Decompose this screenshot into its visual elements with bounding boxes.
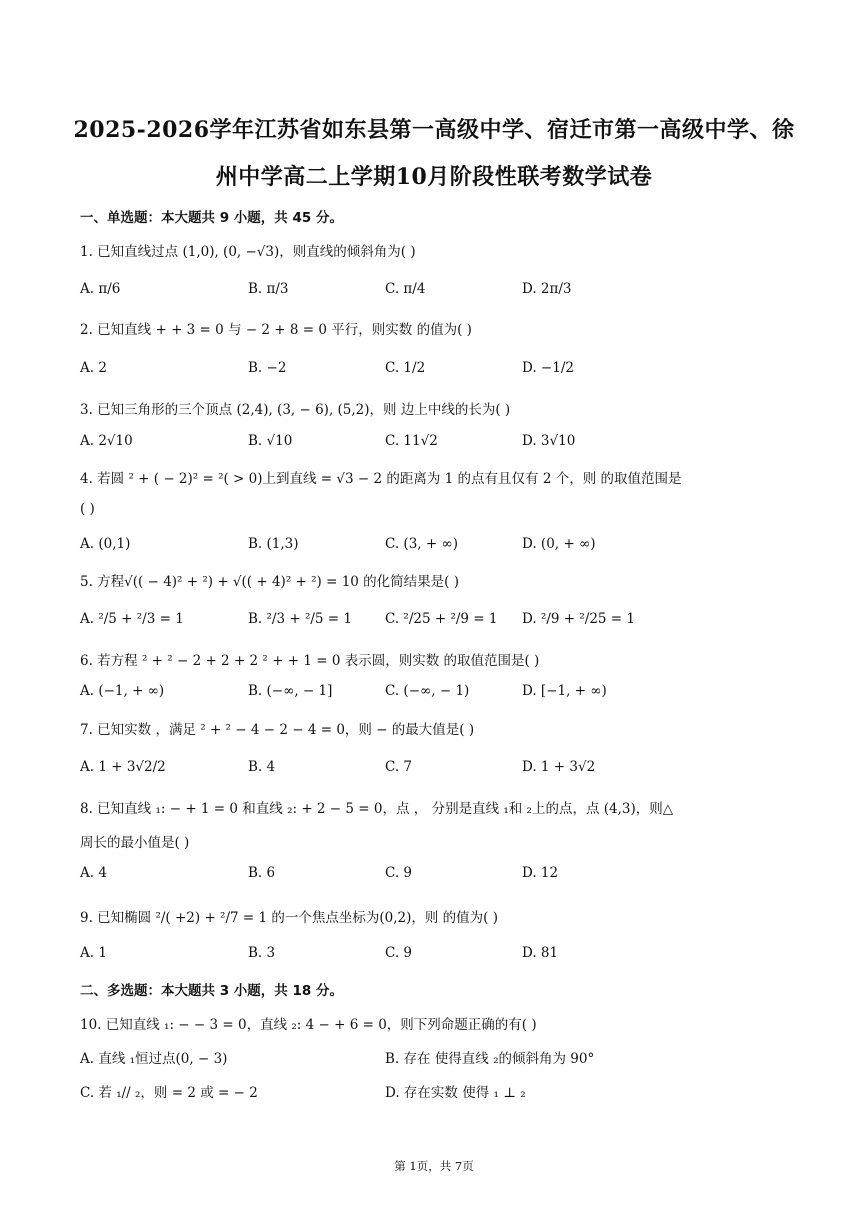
page-footer: 第 1页，共 7页 (394, 1159, 474, 1173)
q4-option-b: B. (1,3) (248, 536, 299, 552)
q5-option-c: C. ²/25 + ²/9 = 1 (385, 611, 498, 627)
section-heading-multiple-choice: 二、多选题：本大题共 3 小题，共 18 分。 (80, 983, 343, 999)
question-3: 3. 已知三角形的三个顶点 (2,4), (3, − 6), (5,2)，则 边上中线的长为( ) (80, 402, 511, 418)
q9-option-d: D. 81 (522, 945, 559, 961)
q5-option-d: D. ²/9 + ²/25 = 1 (522, 611, 635, 627)
question-10: 10. 已知直线 ₁: − − 3 = 0，直线 ₂: 4 − + 6 = 0，则下列命题正确的有( ) (80, 1017, 537, 1033)
q9-option-b: B. 3 (248, 945, 276, 961)
question-8: 8. 已知直线 ₁: − + 1 = 0 和直线 ₂: + 2 − 5 = 0，点 ， 分别是直线 ₁和 ₂上的点，点 (4,3)，则△ (80, 801, 674, 817)
q10-option-c: C. 若 ₁// ₂，则 = 2 或 = − 2 (80, 1085, 258, 1101)
q8-option-b: B. 6 (248, 865, 276, 881)
q3-option-d: D. 3√10 (522, 433, 576, 449)
q6-option-d: D. [−1, + ∞) (522, 683, 607, 699)
q7-option-c: C. 7 (385, 759, 413, 775)
q4-option-d: D. (0, + ∞) (522, 536, 596, 552)
q6-option-a: A. (−1, + ∞) (80, 683, 165, 699)
q7-option-b: B. 4 (248, 759, 276, 775)
q2-option-a: A. 2 (80, 360, 107, 376)
q2-option-b: B. −2 (248, 360, 287, 376)
q3-option-a: A. 2√10 (80, 433, 133, 449)
q7-option-a: A. 1 + 3√2/2 (80, 759, 166, 775)
q1-option-b: B. π/3 (248, 281, 289, 297)
question-8-continuation: 周长的最小值是( ) (80, 835, 190, 851)
q9-option-a: A. 1 (80, 945, 107, 961)
q7-option-d: D. 1 + 3√2 (522, 759, 596, 775)
q1-option-c: C. π/4 (385, 281, 426, 297)
question-1: 1. 已知直线过点 (1,0), (0, −√3)，则直线的倾斜角为( ) (80, 244, 416, 260)
question-4-continuation: ( ) (80, 501, 95, 517)
question-9: 9. 已知椭圆 ²/( +2) + ²/7 = 1 的一个焦点坐标为(0,2)，则 的值为( ) (80, 910, 498, 926)
question-2: 2. 已知直线 + + 3 = 0 与 − 2 + 8 = 0 平行，则实数 的值为( ) (80, 322, 472, 338)
question-5: 5. 方程√(( − 4)² + ²) + √(( + 4)² + ²) = 10 的化简结果是( ) (80, 574, 459, 590)
q10-option-b: B. 存在 使得直线 ₂的倾斜角为 90° (385, 1051, 595, 1067)
q2-option-d: D. −1/2 (522, 360, 574, 376)
q1-option-d: D. 2π/3 (522, 281, 572, 297)
q6-option-c: C. (−∞, − 1) (385, 683, 470, 699)
q9-option-c: C. 9 (385, 945, 413, 961)
q6-option-b: B. (−∞, − 1] (248, 683, 333, 699)
q8-option-d: D. 12 (522, 865, 559, 881)
q3-option-c: C. 11√2 (385, 433, 438, 449)
question-6: 6. 若方程 ² + ² − 2 + 2 + 2 ² + + 1 = 0 表示圆，则实数 的取值范围是( ) (80, 653, 540, 669)
q3-option-b: B. √10 (248, 433, 293, 449)
page-title-line-2: 州中学高二上学期10月阶段性联考数学试卷 (215, 164, 653, 190)
q10-option-a: A. 直线 ₁恒过点(0, − 3) (80, 1051, 228, 1067)
q10-option-d: D. 存在实数 使得 ₁ ⊥ ₂ (385, 1085, 526, 1101)
question-7: 7. 已知实数 ，满足 ² + ² − 4 − 2 − 4 = 0，则 − 的最大值是( ) (80, 722, 475, 738)
q4-option-a: A. (0,1) (80, 536, 131, 552)
q5-option-b: B. ²/3 + ²/5 = 1 (248, 611, 352, 627)
q4-option-c: C. (3, + ∞) (385, 536, 458, 552)
page-title-line-1: 2025-2026学年江苏省如东县第一高级中学、宿迁市第一高级中学、徐 (73, 117, 795, 143)
section-heading-single-choice: 一、单选题：本大题共 9 小题，共 45 分。 (80, 210, 343, 226)
q8-option-c: C. 9 (385, 865, 413, 881)
question-4: 4. 若圆 ² + ( − 2)² = ²( > 0)上到直线 = √3 − 2 的距离为 1 的点有且仅有 2 个，则 的取值范围是 (80, 471, 682, 487)
q8-option-a: A. 4 (80, 865, 107, 881)
q1-option-a: A. π/6 (80, 281, 121, 297)
q5-option-a: A. ²/5 + ²/3 = 1 (80, 611, 184, 627)
q2-option-c: C. 1/2 (385, 360, 426, 376)
